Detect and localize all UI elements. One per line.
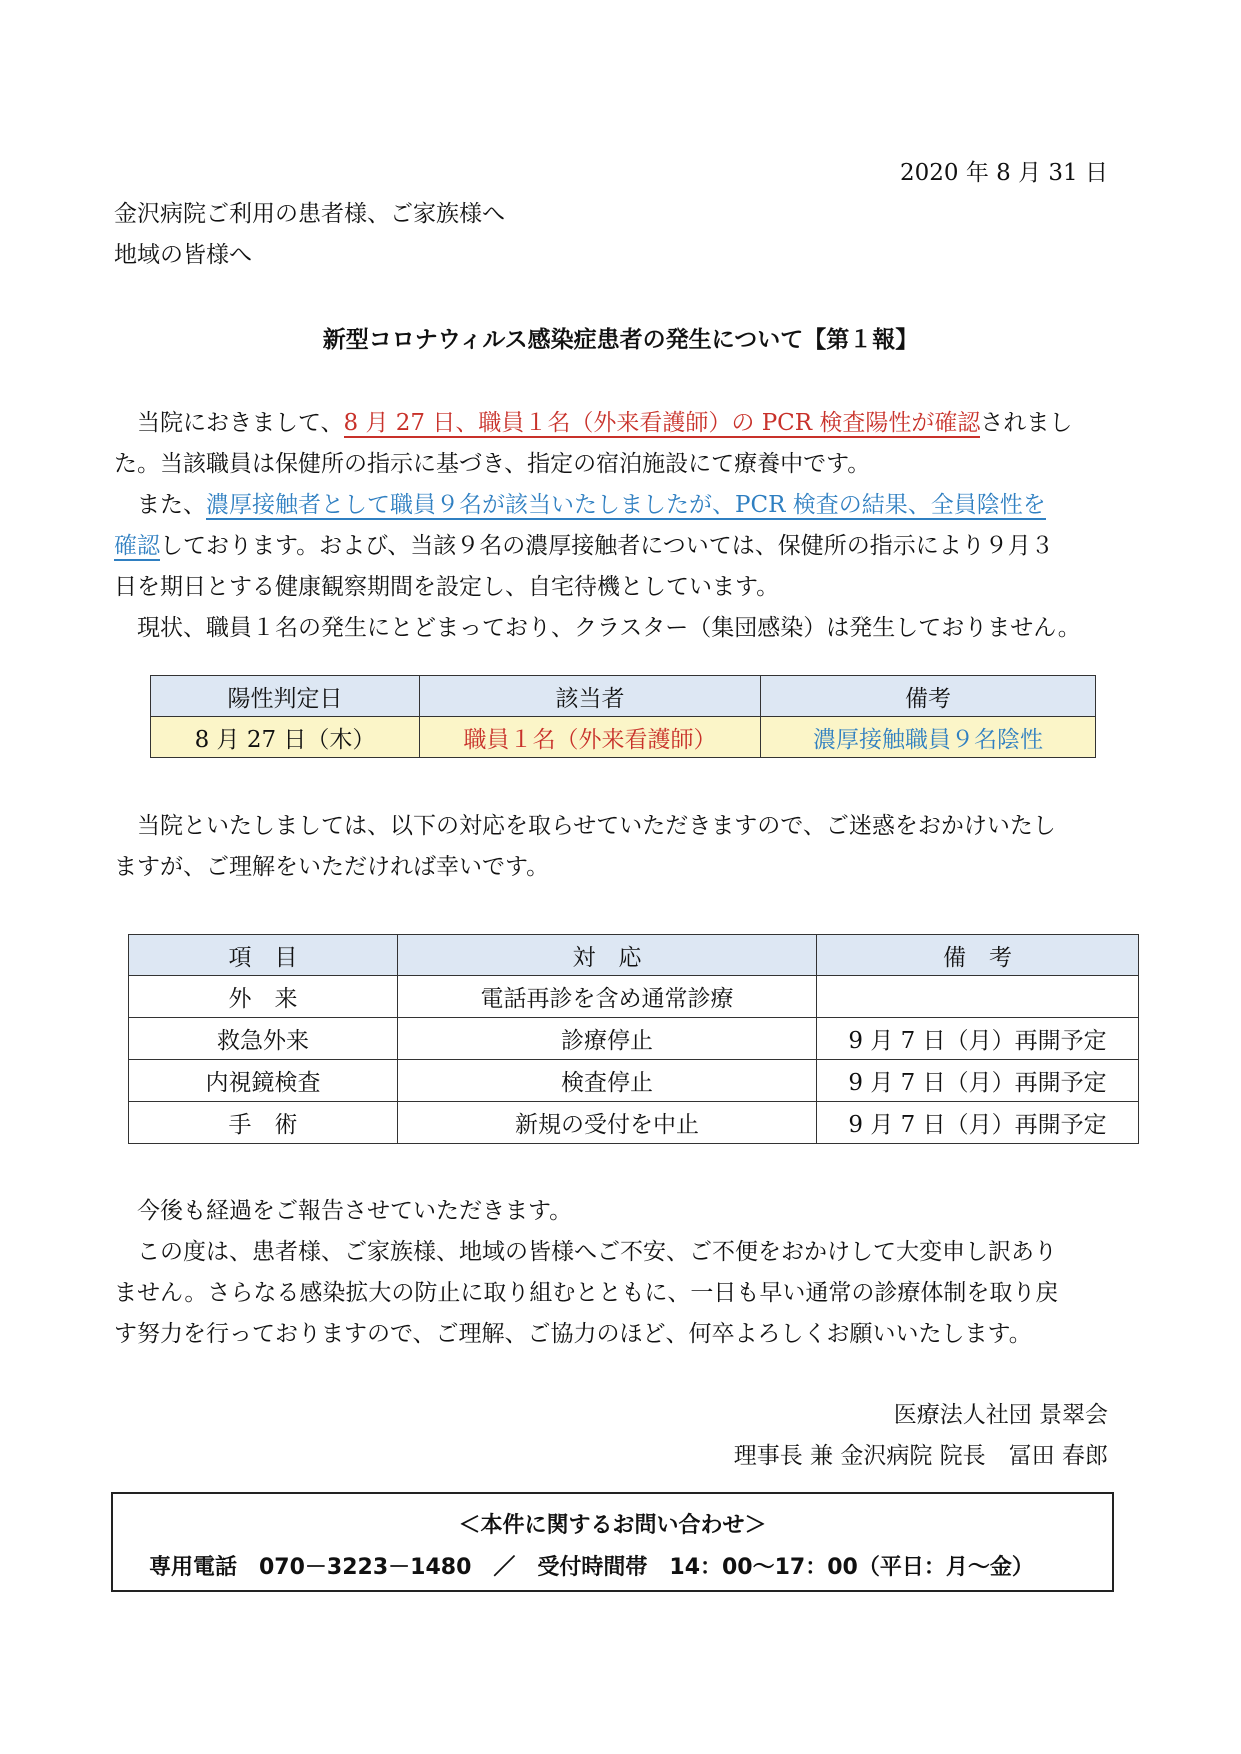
closing-line2: この度は、患者様、ご家族様、地域の皆様へご不安、ご不便をおかけして大変申し訳あり <box>137 1239 1057 1265</box>
para3-line: 現状、職員１名の発生にとどまっており、クラスター（集団感染）は発生しておりません。 <box>137 615 1081 641</box>
table-cell: 9 月 7 日（月）再開予定 <box>817 1102 1139 1144</box>
table-cell <box>817 976 1139 1018</box>
table-row <box>129 1018 1139 1060</box>
contact-box <box>111 1492 1114 1592</box>
para1-line2: た。当該職員は保健所の指示に基づき、指定の宿泊施設にて療養中です。 <box>114 451 871 477</box>
contact-line: 専用電話 070－3223－1480 ／ 受付時間帯 14：00～17：00（平日：月～金） <box>149 1555 1034 1580</box>
closing-line3: ません。さらなる感染拡大の防止に取り組むとともに、一日も早い通常の診療体制を取り戻 <box>114 1280 1059 1306</box>
para1-highlight: 8 月 27 日、職員１名（外来看護師）の PCR 検査陽性が確認 <box>343 410 981 436</box>
table-row <box>151 717 1096 758</box>
table-cell: 新規の受付を中止 <box>398 1102 817 1144</box>
signature-person: 理事長 兼 金沢病院 院長 冨田 春郎 <box>733 1443 1108 1469</box>
positive-case-table <box>150 675 1096 758</box>
para1-line1 <box>137 408 1072 438</box>
para1-text-b: されまし <box>980 410 1073 436</box>
response-table <box>128 934 1139 1144</box>
para2-text-b: しております。および、当該９名の濃厚接触者については、保健所の指示により９月３ <box>160 533 1054 559</box>
para1-text-a: 当院におきまして、 <box>137 410 344 436</box>
para2-line3: 日を期日とする健康観察期間を設定し、自宅待機としています。 <box>114 574 780 600</box>
table-cell: 電話再診を含め通常診療 <box>398 976 817 1018</box>
page-title: 新型コロナウィルス感染症患者の発生について【第１報】 <box>322 327 919 353</box>
table-cell: 外 来 <box>129 976 398 1018</box>
table-cell: 濃厚接触職員９名陰性 <box>761 717 1096 758</box>
closing-line1: 今後も経過をご報告させていただきます。 <box>137 1198 573 1224</box>
para2-highlight: 濃厚接触者として職員９名が該当いたしましたが、PCR 検査の結果、全員陰性を <box>206 492 1046 518</box>
para2-line1 <box>137 490 1046 520</box>
para4-line1: 当院といたしましては、以下の対応を取らせていただきますので、ご迷惑をおかけいたし <box>137 813 1056 839</box>
table-header-row <box>151 676 1096 717</box>
table-cell: 職員１名（外来看護師） <box>420 717 761 758</box>
para2-line2 <box>114 531 1054 561</box>
table-header: 該当者 <box>420 676 761 717</box>
table-cell: 救急外来 <box>129 1018 398 1060</box>
table-row <box>129 976 1139 1018</box>
para2-highlight-cont: 確認 <box>114 533 160 559</box>
closing-line4: す努力を行っておりますので、ご理解、ご協力のほど、何卒よろしくお願いいたします。 <box>114 1321 1032 1347</box>
table-header: 備考 <box>761 676 1096 717</box>
table-cell: 9 月 7 日（月）再開予定 <box>817 1060 1139 1102</box>
table-cell: 診療停止 <box>398 1018 817 1060</box>
table-header: 陽性判定日 <box>151 676 420 717</box>
table-cell: 9 月 7 日（月）再開予定 <box>817 1018 1139 1060</box>
table-cell: 手 術 <box>129 1102 398 1144</box>
table-cell: 検査停止 <box>398 1060 817 1102</box>
table-row <box>129 1060 1139 1102</box>
addressee-patients: 金沢病院ご利用の患者様、ご家族様へ <box>114 201 505 227</box>
signature-org: 医療法人社団 景翠会 <box>893 1402 1108 1428</box>
table-header: 項 目 <box>129 935 398 976</box>
document-date: 2020 年 8 月 31 日 <box>900 160 1108 186</box>
addressee-community: 地域の皆様へ <box>114 242 252 268</box>
table-row <box>129 1102 1139 1144</box>
table-header: 対 応 <box>398 935 817 976</box>
table-header: 備 考 <box>817 935 1139 976</box>
para2-text-a: また、 <box>137 492 206 518</box>
table-cell: 8 月 27 日（木） <box>151 717 420 758</box>
table-header-row <box>129 935 1139 976</box>
table-cell: 内視鏡検査 <box>129 1060 398 1102</box>
contact-heading: ＜本件に関するお問い合わせ＞ <box>458 1513 767 1538</box>
para4-line2: ますが、ご理解をいただければ幸いです。 <box>114 854 550 880</box>
